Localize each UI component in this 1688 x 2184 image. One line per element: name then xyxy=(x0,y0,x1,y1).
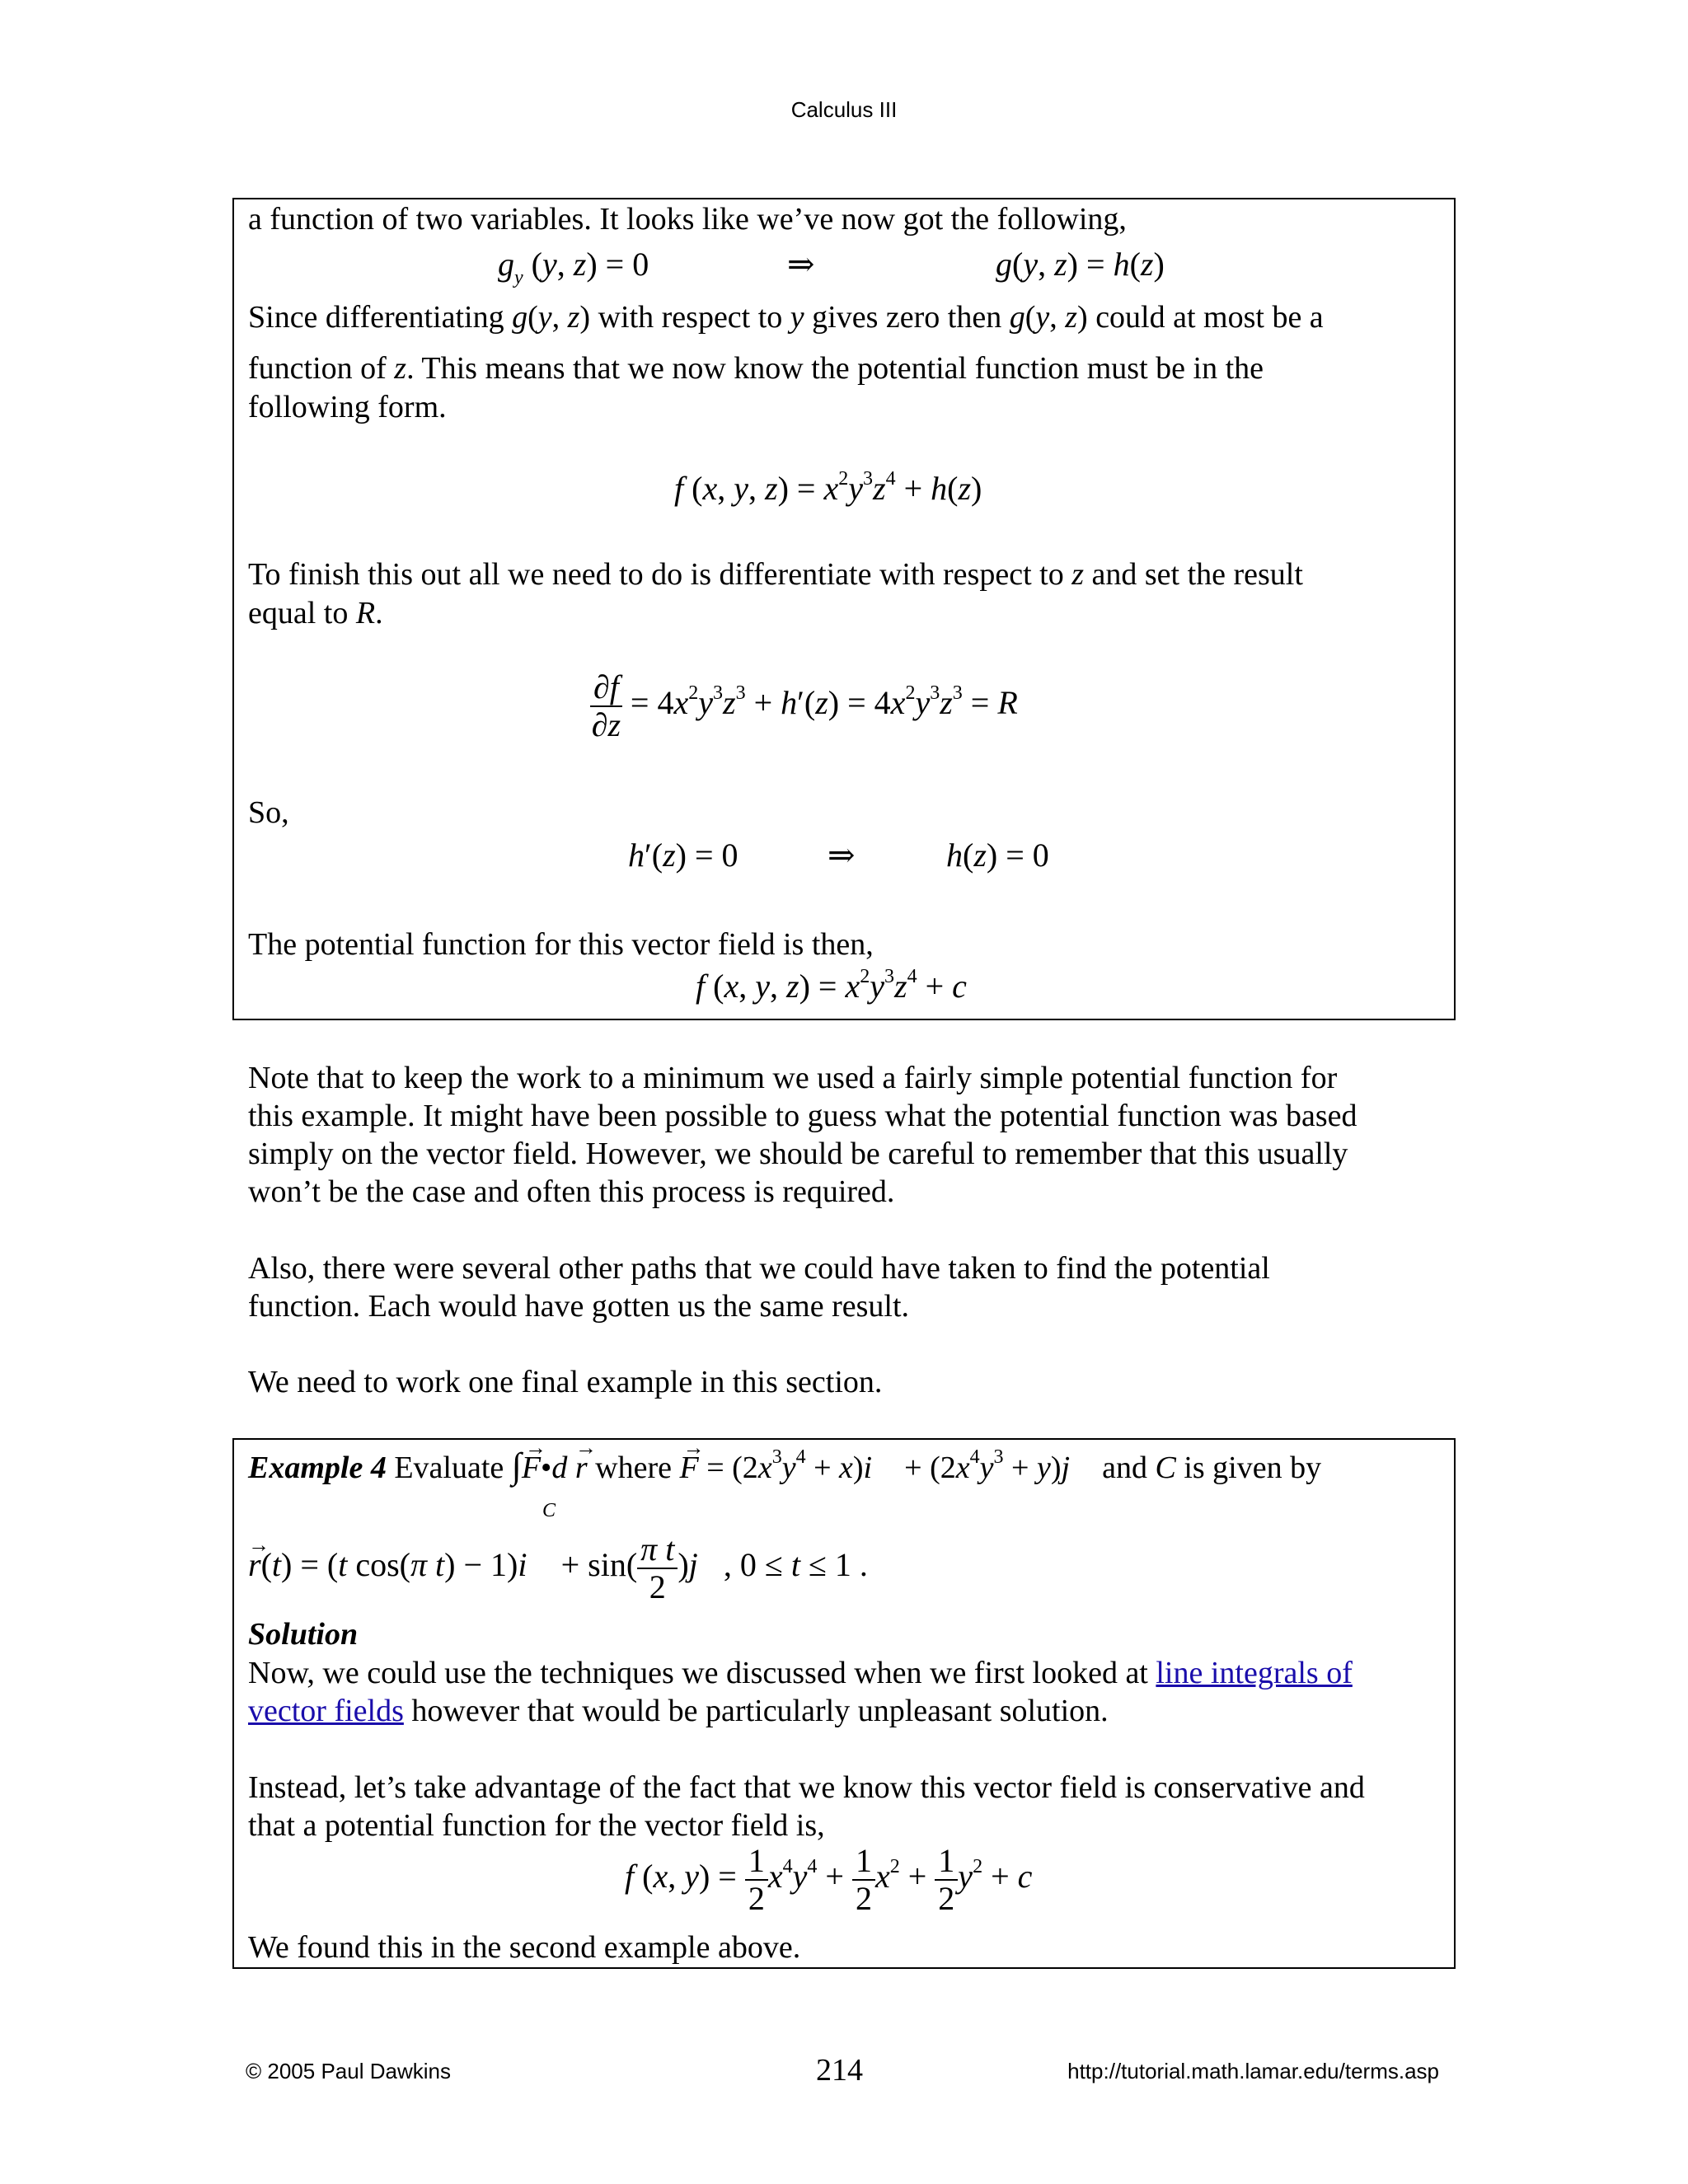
text-line: We found this in the second example above. xyxy=(248,1930,801,1965)
text-line: Since differentiating g(y, z) with respect to y gives zero then g(y, z) could at most be a xyxy=(248,300,1324,335)
text-line: equal to R. xyxy=(248,596,383,630)
text-line: To finish this out all we need to do is differentiate with respect to z and set the result xyxy=(248,557,1303,592)
equation-potential-final: f (x, y, $z) = x^2y^3z^4 + c$ xyxy=(696,966,967,1005)
text-line: So, xyxy=(248,795,289,830)
text-line: The potential function for this vector field is then, xyxy=(248,927,874,962)
text-line: function of z. This means that we now know the potential function must be in the xyxy=(248,351,1264,386)
implies-arrow: ⇒ xyxy=(828,837,856,874)
text-line: following form. xyxy=(248,390,447,424)
text-line: Also, there were several other paths that we could have taken to find the potential xyxy=(248,1251,1270,1286)
text-line: simply on the vector field. However, we should be careful to remember that this usually xyxy=(248,1137,1348,1171)
example-statement: Example 4 Evaluate ∫F → •d r → where F → = ($2x^3y^4$ + x)i⃗ + ($2x^4y^3$ + y)j⃗ and C is given by xyxy=(248,1436,1322,1486)
equation-potential-2d: f (x, y) = $\frac{1}{2}$ $x^4y^4$ + $\frac{1}{2}$ $x^2$ + $\frac{1}{2}$ $y^2 + c$ xyxy=(625,1842,1033,1917)
page-header: Calculus III xyxy=(790,97,898,122)
text-line: a function of two variables. It looks like we’ve now got the following, xyxy=(248,202,1127,237)
solution-heading: Solution xyxy=(248,1617,359,1652)
equation-f-hz: f (x, y, $z) = x^2y^3z^4 + h(z)$ xyxy=(674,468,982,507)
equation-g-h: g(y, z) = h(z) xyxy=(996,246,1165,283)
equation-gy: $g_y$ (y, z) = 0 xyxy=(498,246,649,288)
text-line: this example. It might have been possible to guess what the potential function was based xyxy=(248,1099,1357,1133)
text-line: Now, we could use the techniques we discussed when we first looked at line integrals of xyxy=(248,1656,1353,1690)
text-line: We need to work one final example in this section. xyxy=(248,1365,883,1399)
footer-url: http://tutorial.math.lamar.edu/terms.asp xyxy=(1067,2059,1439,2083)
equation-hprime: h′(z) = 0 xyxy=(628,837,738,874)
line-integrals-link[interactable]: line integrals of xyxy=(1156,1656,1353,1690)
text-line: vector fields however that would be particularly unpleasant solution. xyxy=(248,1694,1109,1728)
text-line: won’t be the case and often this process is required. xyxy=(248,1174,895,1209)
text-line: Instead, let’s take advantage of the fact that we know this vector field is conservative and xyxy=(248,1770,1365,1805)
implies-arrow: ⇒ xyxy=(787,246,815,283)
text-line: function. Each would have gotten us the same result. xyxy=(248,1289,910,1324)
integral-subscript-c: C xyxy=(542,1500,556,1521)
equation-h: h(z) = 0 xyxy=(946,837,1049,874)
equation-r-t: r → (t) = (t cos(π t) − 1)i⃗ + sin( $\frac{\text{π t}}{2}$ )j⃗, 0 ≤ t ≤ 1 . xyxy=(248,1530,868,1605)
line-integrals-link[interactable]: vector fields xyxy=(248,1694,404,1728)
text-line: Note that to keep the work to a minimum we used a fairly simple potential function for xyxy=(248,1061,1338,1095)
page-number: 214 xyxy=(816,2053,863,2088)
text-line: that a potential function for the vector field is, xyxy=(248,1808,825,1843)
footer-copyright: © 2005 Paul Dawkins xyxy=(246,2059,451,2083)
equation-partial-z: $\frac{\partial f}{\partial z}$ = $4x^2y^3z^3 + h'(z) = 4x^2y^3z^3 = R$ xyxy=(591,668,1018,743)
